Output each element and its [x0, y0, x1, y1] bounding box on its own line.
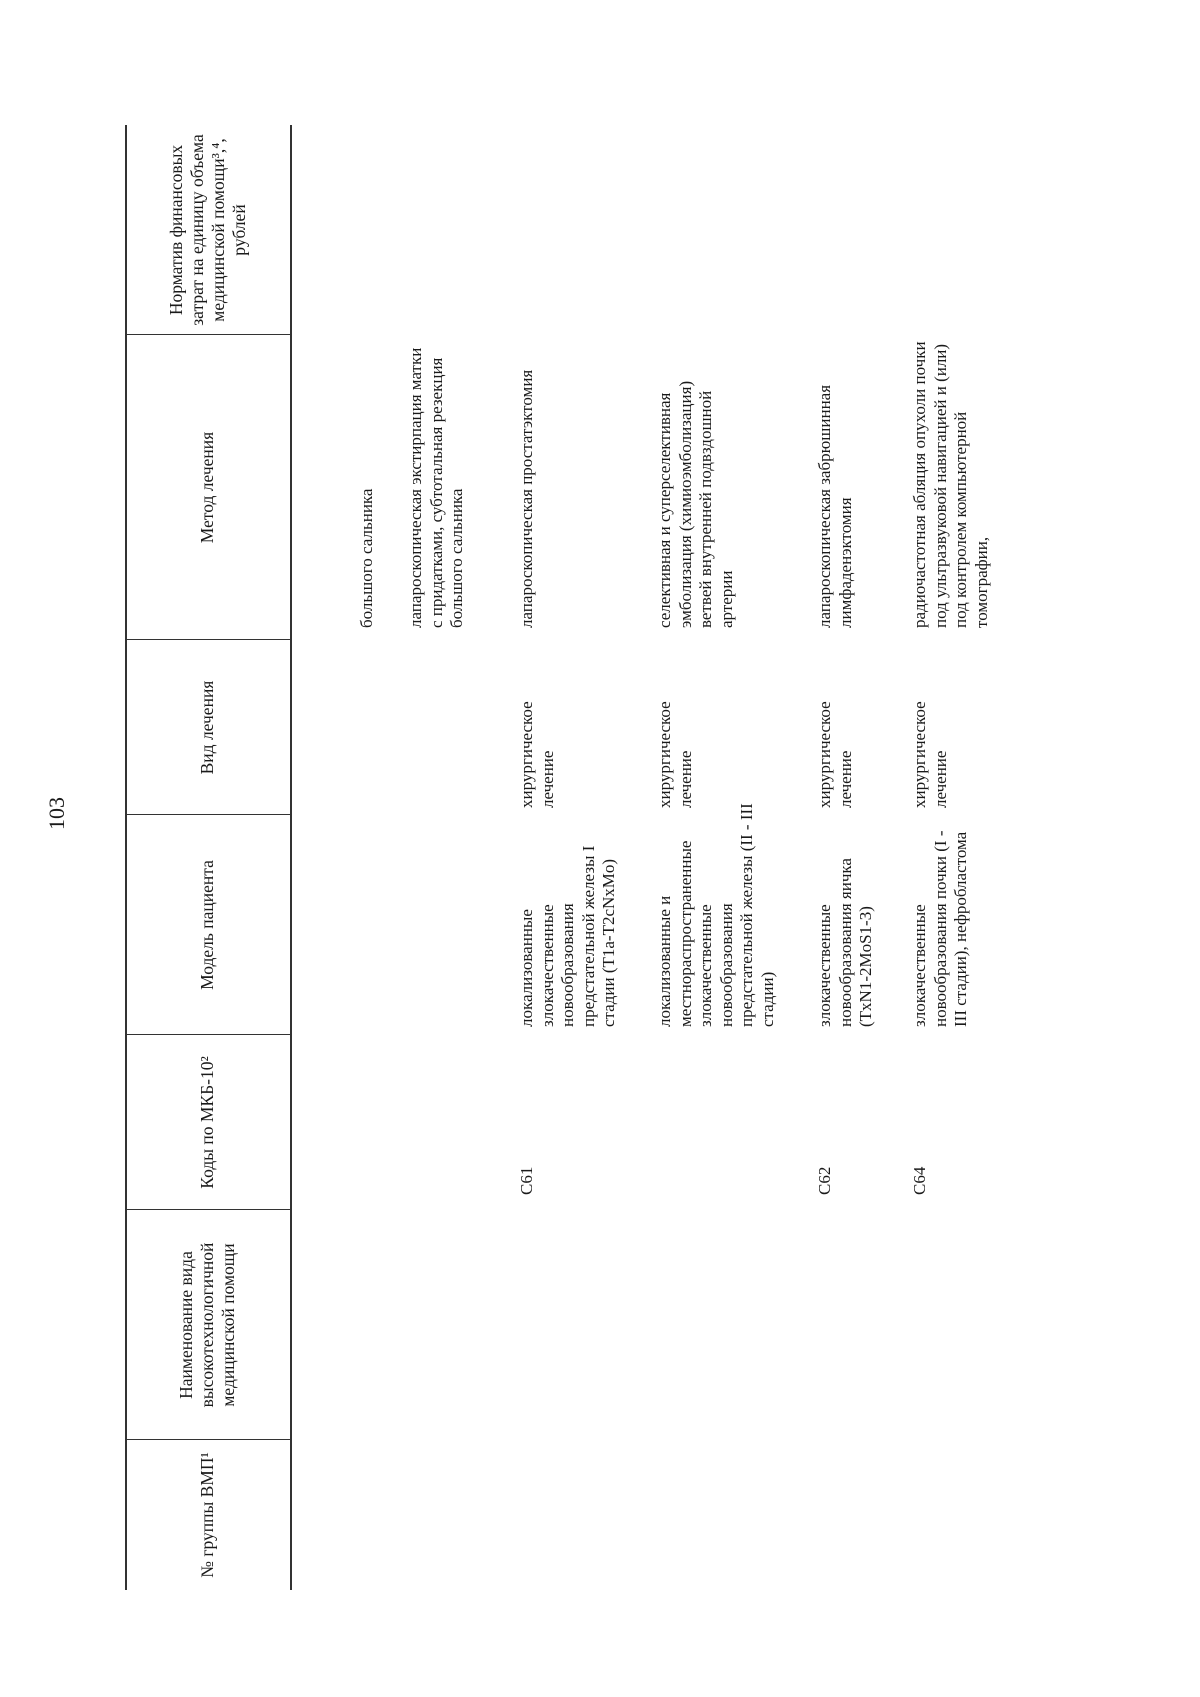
table-row-type: хирургическое лечение — [517, 701, 557, 808]
table-row-code: C61 — [517, 1166, 536, 1195]
header-cost: Норматив финансовых затрат на единицу объема медицинской помощи³,⁴, рублей — [165, 134, 249, 326]
table-row-type: хирургическое лечение — [655, 701, 695, 808]
table-row-model: локализованные злокачественные новообразования предстательной железы I стадии (T1a-T2cNxMo) — [517, 845, 618, 1027]
table-row-method: большого сальника — [357, 488, 376, 628]
table-row-method: лапароскопическая забрюшинная лимфаденэктомия — [815, 384, 855, 628]
table-row-code: C64 — [910, 1166, 929, 1195]
rotated-table — [125, 0, 1125, 1590]
table-row-method: лапароскопическая экстирпация матки с придатками, субтотальная резекция большого сальника — [406, 347, 466, 628]
header-group: № группы ВМП¹ — [197, 1452, 217, 1578]
table-row-model: злокачественные новообразования почки (I - III стадии), нефробластома — [910, 830, 970, 1027]
header-model: Модель пациента — [197, 860, 217, 990]
table-row-model: локализованные и местнораспространенные злокачественные новообразования предстательной железы (II - III стадии) — [655, 803, 777, 1027]
header-method: Метод лечения — [197, 431, 217, 544]
header-treatment-type: Вид лечения — [197, 680, 217, 775]
header-name: Наименование вида высокотехнологичной медицинской помощи — [176, 1242, 238, 1408]
header-bottom-border — [290, 125, 292, 1590]
table-row-method: радиочастотная абляция опухоли почки под ультразвуковой навигацией и (или) под контролем компьютерной томографии, — [910, 341, 991, 628]
table-row-type: хирургическое лечение — [910, 701, 950, 808]
table-row-method: селективная и суперселективная эмболизация (химиоэмболизация) ветвей внутренней подвздошной артерии — [655, 380, 736, 628]
header-codes: Коды по МКБ-10² — [197, 1056, 217, 1189]
table-row-code: C62 — [815, 1166, 834, 1195]
table-row-type: хирургическое лечение — [815, 701, 855, 808]
table-row-method: лапароскопическая простатэктомия — [517, 369, 536, 628]
table-row-model: злокачественные новообразования яичка (TxN1-2MoS1-3) — [815, 858, 875, 1027]
page-number: 103 — [44, 797, 69, 830]
